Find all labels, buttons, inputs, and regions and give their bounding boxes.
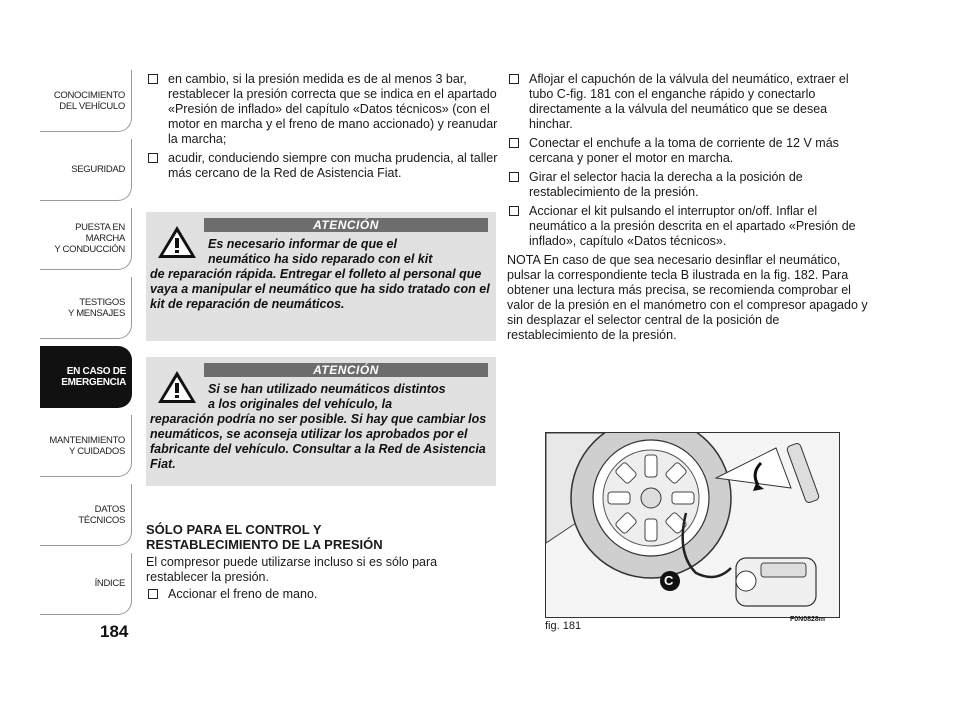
callout-label: C (664, 573, 674, 588)
note-paragraph: NOTA En caso de que sea necesario desinflar el neumático, pulsar la correspondiente tecla B ilustrada en la fig. 182. Para obtener una lectura más precisa, se recomienda comprobar el valor de la presión en el manómetro con el compresor apagado y sin desplazar el selector central de la posición de restablecimiento de la presión. (507, 253, 868, 342)
warning-title: ATENCIÓN (204, 218, 488, 232)
list-item: Aflojar el capuchón de la válvula del neumático, extraer el tubo C-fig. 181 con el enganche rápido y conectarlo directamente a la válvula del neumático que se desea hinchar. (507, 72, 869, 132)
checkbox-bullet-icon (509, 74, 519, 84)
chapter-sidebar (40, 70, 132, 622)
warning-text: Si se han utilizado neumáticos distintos a los originales del vehículo, la reparación podría no ser posible. Si hay que cambiar los neumáticos, se aconseja utilizar los aprobados por el fabricante del vehículo. Consultar a la Red de Asistencia Fiat. (150, 382, 487, 471)
warning-box (146, 357, 496, 486)
section-intro: El compresor puede utilizarse incluso si es sólo para restablecer la presión. (146, 555, 438, 584)
right-column (507, 72, 869, 345)
tire-compressor-illustration (546, 433, 839, 617)
list-item: Accionar el freno de mano. (146, 587, 498, 602)
tab-conocimiento[interactable]: CONOCIMIENTO DEL VEHÍCULO (40, 70, 132, 132)
list-item: Conectar el enchufe a la toma de corriente de 12 V más cercana y poner el motor en marcha. (507, 136, 869, 166)
warning-box (146, 212, 496, 341)
checkbox-bullet-icon (509, 206, 519, 216)
list-item: Girar el selector hacia la derecha a la posición de restablecimiento de la presión. (507, 170, 869, 200)
pressure-section (146, 522, 498, 606)
tab-puesta-en-marcha[interactable]: PUESTA EN MARCHA Y CONDUCCIÓN (40, 208, 132, 270)
warning-text: Es necesario informar de que el neumático ha sido reparado con el kit de reparación rápida. Entregar el folleto al personal que vaya a manipular el neumático que ha sido tratado con el kit de reparación de neumáticos. (150, 237, 490, 311)
checkbox-bullet-icon (148, 153, 158, 163)
list-item: Accionar el kit pulsando el interruptor on/off. Inflar el neumático a la presión descrita en el apartado «Presión de inflado», capítulo «Datos técnicos». (507, 204, 869, 249)
tab-emergencia[interactable]: EN CASO DE EMERGENCIA (40, 346, 132, 408)
section-heading: SÓLO PARA EL CONTROL Y RESTABLECIMIENTO DE LA PRESIÓN (146, 522, 383, 552)
page-number: 184 (100, 622, 129, 641)
checkbox-bullet-icon (148, 589, 158, 599)
tab-seguridad[interactable]: SEGURIDAD (40, 139, 132, 201)
tab-testigos[interactable]: TESTIGOS Y MENSAJES (40, 277, 132, 339)
checkbox-bullet-icon (509, 138, 519, 148)
tab-indice[interactable]: ÍNDICE (40, 553, 132, 615)
figure-caption: fig. 181 (545, 620, 582, 632)
warning-title: ATENCIÓN (204, 363, 488, 377)
tab-datos-tecnicos[interactable]: DATOS TÉCNICOS (40, 484, 132, 546)
figure-code: F0N0828m (790, 616, 826, 623)
checkbox-bullet-icon (509, 172, 519, 182)
checkbox-bullet-icon (148, 74, 158, 84)
list-item: acudir, conduciendo siempre con mucha prudencia, al taller más cercano de la Red de Asistencia Fiat. (146, 151, 498, 181)
figure-tire-compressor (545, 432, 840, 618)
left-column (146, 72, 498, 185)
tab-mantenimiento[interactable]: MANTENIMIENTO Y CUIDADOS (40, 415, 132, 477)
list-item: en cambio, si la presión medida es de al menos 3 bar, restablecer la presión correcta que se indica en el apartado «Presión de inflado» del capítulo «Datos técnicos» (con el motor en marcha y el freno de mano accionado) y reanudar la marcha; (146, 72, 498, 147)
